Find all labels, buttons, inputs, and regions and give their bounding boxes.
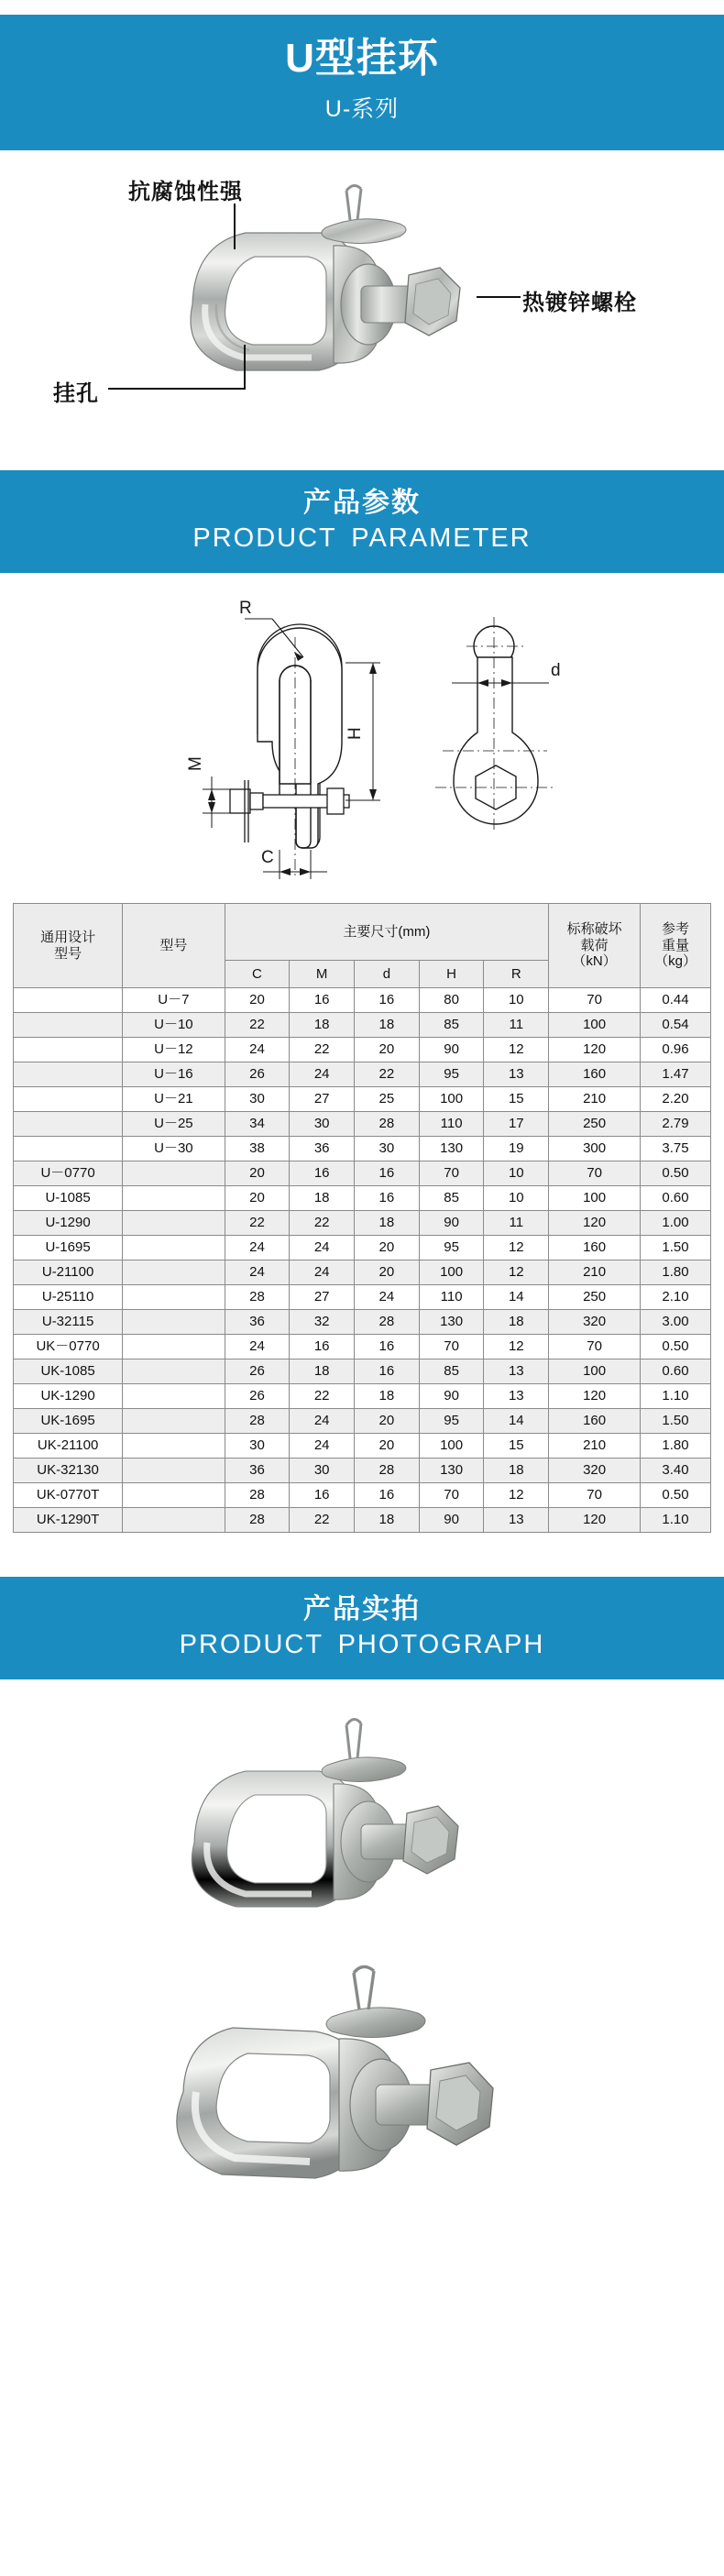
cell-breaking-load: 210	[549, 1260, 641, 1285]
cell-dim-d: 16	[355, 1360, 420, 1384]
cell-reference-weight: 2.20	[641, 1087, 711, 1112]
cell-dim-M: 36	[290, 1137, 355, 1161]
table-row	[14, 1310, 711, 1335]
cell-design-model: UK-32130	[14, 1459, 123, 1483]
page-header-banner	[0, 15, 724, 150]
header-reference-weight-line1: 参考	[662, 920, 690, 937]
cell-dim-H: 130	[419, 1459, 484, 1483]
product-photo-1-area	[0, 1679, 724, 1954]
cell-model: U－12	[123, 1038, 225, 1062]
cell-design-model: U-1695	[14, 1236, 123, 1260]
cell-reference-weight: 0.50	[641, 1335, 711, 1360]
cell-dim-d: 22	[355, 1062, 420, 1087]
cell-dim-M: 27	[290, 1087, 355, 1112]
cell-model: U－10	[123, 1013, 225, 1038]
cell-dim-M: 27	[290, 1285, 355, 1310]
cell-model: U－16	[123, 1062, 225, 1087]
cell-dim-R: 10	[484, 988, 549, 1013]
cell-dim-d: 20	[355, 1260, 420, 1285]
cell-dim-R: 13	[484, 1062, 549, 1087]
cell-dim-d: 28	[355, 1112, 420, 1137]
cell-model	[123, 1459, 225, 1483]
spec-table	[13, 903, 711, 1533]
spacer-before-parameter-banner	[0, 448, 724, 470]
shackle-dimension-drawing	[124, 586, 600, 888]
cell-dim-R: 19	[484, 1137, 549, 1161]
cell-dim-H: 130	[419, 1310, 484, 1335]
cell-reference-weight: 0.50	[641, 1161, 711, 1186]
cell-breaking-load: 160	[549, 1236, 641, 1260]
cell-dim-C: 28	[225, 1483, 290, 1508]
cell-model	[123, 1434, 225, 1459]
cell-design-model	[14, 1062, 123, 1087]
cell-reference-weight: 2.79	[641, 1112, 711, 1137]
drawing-label-d: d	[551, 661, 561, 680]
cell-model	[123, 1335, 225, 1360]
cell-design-model: U-21100	[14, 1260, 123, 1285]
cell-dim-M: 22	[290, 1384, 355, 1409]
cell-dim-M: 16	[290, 988, 355, 1013]
cell-reference-weight: 1.00	[641, 1211, 711, 1236]
section-banner-product-photograph	[0, 1577, 724, 1679]
cell-dim-H: 90	[419, 1211, 484, 1236]
cell-dim-d: 20	[355, 1236, 420, 1260]
leader-line-hole-horizontal	[108, 388, 246, 390]
cell-reference-weight: 0.96	[641, 1038, 711, 1062]
table-row	[14, 1434, 711, 1459]
cell-dim-R: 13	[484, 1360, 549, 1384]
cell-breaking-load: 70	[549, 1483, 641, 1508]
spacer-before-photo-banner	[0, 1549, 724, 1577]
cell-dim-M: 30	[290, 1112, 355, 1137]
cell-dim-H: 70	[419, 1335, 484, 1360]
cell-breaking-load: 100	[549, 1013, 641, 1038]
table-row	[14, 1260, 711, 1285]
cell-dim-H: 100	[419, 1434, 484, 1459]
drawing-label-H: H	[346, 727, 365, 740]
table-row	[14, 1087, 711, 1112]
spec-table-head	[14, 904, 711, 988]
table-row	[14, 1360, 711, 1384]
cell-model	[123, 1211, 225, 1236]
cell-reference-weight: 3.75	[641, 1137, 711, 1161]
cell-dim-H: 95	[419, 1062, 484, 1087]
section-banner-product-parameter	[0, 470, 724, 573]
header-design-model-line1: 通用设计	[40, 929, 96, 945]
header-design-model	[14, 904, 123, 988]
cell-dim-R: 17	[484, 1112, 549, 1137]
product-photo-2-area	[0, 1954, 724, 2220]
cell-dim-M: 16	[290, 1335, 355, 1360]
spec-table-wrapper	[0, 897, 724, 1549]
cell-dim-M: 16	[290, 1161, 355, 1186]
cell-breaking-load: 300	[549, 1137, 641, 1161]
cell-dim-d: 18	[355, 1013, 420, 1038]
cell-breaking-load: 320	[549, 1310, 641, 1335]
header-dim-d: d	[355, 961, 420, 988]
cell-dim-C: 24	[225, 1236, 290, 1260]
cell-dim-C: 30	[225, 1087, 290, 1112]
cell-design-model	[14, 1038, 123, 1062]
table-row	[14, 1038, 711, 1062]
cell-dim-R: 10	[484, 1186, 549, 1211]
callout-hot-dip-galvanized-bolt: 热镀锌螺栓	[522, 291, 637, 315]
cell-breaking-load: 210	[549, 1434, 641, 1459]
cell-dim-R: 11	[484, 1013, 549, 1038]
cell-design-model: U-1085	[14, 1186, 123, 1211]
cell-dim-C: 28	[225, 1409, 290, 1434]
cell-reference-weight: 3.00	[641, 1310, 711, 1335]
table-row	[14, 1285, 711, 1310]
cell-model	[123, 1310, 225, 1335]
header-breaking-load-line2: 载荷	[580, 937, 609, 953]
cell-dim-d: 16	[355, 1335, 420, 1360]
cell-dim-R: 14	[484, 1285, 549, 1310]
cell-design-model	[14, 1137, 123, 1161]
cell-design-model	[14, 988, 123, 1013]
cell-breaking-load: 120	[549, 1508, 641, 1533]
header-dim-R: R	[484, 961, 549, 988]
cell-dim-H: 90	[419, 1508, 484, 1533]
cell-dim-d: 25	[355, 1087, 420, 1112]
cell-dim-C: 30	[225, 1434, 290, 1459]
cell-dim-H: 85	[419, 1186, 484, 1211]
cell-breaking-load: 70	[549, 1161, 641, 1186]
cell-breaking-load: 250	[549, 1112, 641, 1137]
cell-design-model: U-32115	[14, 1310, 123, 1335]
cell-model	[123, 1260, 225, 1285]
cell-model	[123, 1161, 225, 1186]
cell-model	[123, 1360, 225, 1384]
table-row	[14, 988, 711, 1013]
cell-dim-d: 28	[355, 1310, 420, 1335]
cell-model	[123, 1483, 225, 1508]
cell-reference-weight: 1.50	[641, 1236, 711, 1260]
cell-dim-d: 16	[355, 1161, 420, 1186]
cell-dim-C: 26	[225, 1062, 290, 1087]
cell-dim-H: 110	[419, 1112, 484, 1137]
cell-dim-R: 10	[484, 1161, 549, 1186]
cell-design-model: UK-1290T	[14, 1508, 123, 1533]
table-row	[14, 1062, 711, 1087]
spec-table-header-row-1	[14, 904, 711, 961]
cell-dim-M: 30	[290, 1459, 355, 1483]
cell-design-model: UK-0770T	[14, 1483, 123, 1508]
cell-breaking-load: 120	[549, 1211, 641, 1236]
cell-dim-M: 18	[290, 1186, 355, 1211]
table-row	[14, 1459, 711, 1483]
cell-dim-H: 80	[419, 988, 484, 1013]
cell-dim-R: 11	[484, 1211, 549, 1236]
table-row	[14, 1384, 711, 1409]
cell-design-model: UK-1290	[14, 1384, 123, 1409]
cell-dim-C: 28	[225, 1508, 290, 1533]
technical-drawing-area	[0, 573, 724, 897]
cell-model	[123, 1384, 225, 1409]
cell-dim-d: 30	[355, 1137, 420, 1161]
callout-anti-corrosion: 抗腐蚀性强	[128, 180, 243, 204]
cell-breaking-load: 120	[549, 1384, 641, 1409]
page-subtitle: U-系列	[324, 96, 400, 122]
section-title-en-parameter: PRODUCT PARAMETER	[192, 523, 532, 553]
leader-line-bolt	[477, 296, 521, 298]
cell-breaking-load: 160	[549, 1409, 641, 1434]
cell-reference-weight: 0.60	[641, 1186, 711, 1211]
cell-reference-weight: 0.54	[641, 1013, 711, 1038]
cell-dim-M: 22	[290, 1508, 355, 1533]
cell-dim-M: 18	[290, 1013, 355, 1038]
cell-model: U－25	[123, 1112, 225, 1137]
cell-reference-weight: 2.10	[641, 1285, 711, 1310]
cell-model: U－21	[123, 1087, 225, 1112]
cell-dim-R: 14	[484, 1409, 549, 1434]
cell-dim-R: 13	[484, 1384, 549, 1409]
cell-breaking-load: 320	[549, 1459, 641, 1483]
section-title-cn-parameter: 产品参数	[303, 488, 421, 518]
header-model: 型号	[123, 904, 225, 988]
cell-dim-C: 22	[225, 1013, 290, 1038]
cell-dim-H: 85	[419, 1360, 484, 1384]
table-row	[14, 1236, 711, 1260]
cell-design-model: U-1290	[14, 1211, 123, 1236]
header-dim-C: C	[225, 961, 290, 988]
header-reference-weight	[641, 904, 711, 988]
table-row	[14, 1186, 711, 1211]
cell-breaking-load: 160	[549, 1062, 641, 1087]
cell-dim-H: 90	[419, 1038, 484, 1062]
cell-design-model: U-25110	[14, 1285, 123, 1310]
table-row	[14, 1409, 711, 1434]
drawing-label-C: C	[261, 848, 274, 867]
cell-dim-M: 24	[290, 1409, 355, 1434]
table-row	[14, 1508, 711, 1533]
cell-dim-R: 12	[484, 1335, 549, 1360]
cell-reference-weight: 3.40	[641, 1459, 711, 1483]
cell-design-model: UK-1085	[14, 1360, 123, 1384]
cell-dim-C: 20	[225, 1186, 290, 1211]
table-row	[14, 1112, 711, 1137]
cell-dim-H: 130	[419, 1137, 484, 1161]
cell-dim-M: 16	[290, 1483, 355, 1508]
cell-reference-weight: 1.80	[641, 1434, 711, 1459]
cell-dim-H: 70	[419, 1161, 484, 1186]
cell-design-model: U－0770	[14, 1161, 123, 1186]
cell-dim-R: 12	[484, 1236, 549, 1260]
header-reference-weight-line2: 重量	[662, 937, 690, 953]
cell-breaking-load: 210	[549, 1087, 641, 1112]
cell-model	[123, 1186, 225, 1211]
cell-dim-H: 110	[419, 1285, 484, 1310]
cell-design-model	[14, 1112, 123, 1137]
cell-dim-R: 12	[484, 1260, 549, 1285]
cell-breaking-load: 70	[549, 1335, 641, 1360]
table-row	[14, 1161, 711, 1186]
cell-reference-weight: 0.50	[641, 1483, 711, 1508]
cell-dim-d: 16	[355, 1186, 420, 1211]
cell-dim-C: 24	[225, 1335, 290, 1360]
cell-breaking-load: 120	[549, 1038, 641, 1062]
header-breaking-load	[549, 904, 641, 988]
header-breaking-load-line1: 标称破坏	[566, 920, 622, 937]
table-row	[14, 1335, 711, 1360]
header-dimensions-group: 主要尺寸(mm)	[225, 904, 549, 961]
cell-dim-M: 24	[290, 1062, 355, 1087]
cell-reference-weight: 1.50	[641, 1409, 711, 1434]
cell-dim-d: 18	[355, 1384, 420, 1409]
page-title: U型挂环	[285, 36, 439, 81]
table-row	[14, 1211, 711, 1236]
cell-dim-R: 15	[484, 1434, 549, 1459]
cell-reference-weight: 0.44	[641, 988, 711, 1013]
drawing-label-M: M	[186, 756, 205, 771]
cell-design-model: UK-21100	[14, 1434, 123, 1459]
cell-design-model: UK-1695	[14, 1409, 123, 1434]
cell-dim-R: 15	[484, 1087, 549, 1112]
cell-dim-R: 12	[484, 1038, 549, 1062]
cell-model	[123, 1409, 225, 1434]
section-title-cn-photograph: 产品实拍	[303, 1594, 421, 1624]
cell-dim-d: 20	[355, 1434, 420, 1459]
cell-model	[123, 1508, 225, 1533]
cell-breaking-load: 100	[549, 1186, 641, 1211]
header-dim-H: H	[419, 961, 484, 988]
cell-design-model	[14, 1087, 123, 1112]
cell-dim-M: 24	[290, 1434, 355, 1459]
cell-reference-weight: 0.60	[641, 1360, 711, 1384]
cell-dim-C: 24	[225, 1260, 290, 1285]
cell-dim-C: 20	[225, 988, 290, 1013]
cell-dim-H: 95	[419, 1409, 484, 1434]
cell-design-model: UK－0770	[14, 1335, 123, 1360]
cell-dim-d: 20	[355, 1038, 420, 1062]
cell-reference-weight: 1.10	[641, 1508, 711, 1533]
leader-line-anti-corrosion	[234, 204, 236, 249]
cell-dim-C: 36	[225, 1310, 290, 1335]
cell-dim-M: 24	[290, 1260, 355, 1285]
header-breaking-load-unit: （kN）	[572, 953, 617, 970]
cell-dim-C: 28	[225, 1285, 290, 1310]
table-row	[14, 1013, 711, 1038]
header-dim-M: M	[290, 961, 355, 988]
cell-dim-d: 16	[355, 988, 420, 1013]
top-spacer	[0, 0, 724, 15]
product-photo-1	[137, 1689, 596, 1954]
cell-dim-M: 18	[290, 1360, 355, 1384]
header-reference-weight-unit: （kg）	[654, 953, 697, 970]
cell-dim-C: 26	[225, 1384, 290, 1409]
cell-dim-H: 95	[419, 1236, 484, 1260]
cell-dim-M: 22	[290, 1211, 355, 1236]
cell-dim-C: 20	[225, 1161, 290, 1186]
section-title-en-photograph: PRODUCT PHOTOGRAPH	[179, 1630, 545, 1659]
header-design-model-line2: 型号	[54, 945, 82, 962]
cell-dim-H: 100	[419, 1260, 484, 1285]
cell-dim-C: 38	[225, 1137, 290, 1161]
cell-dim-M: 22	[290, 1038, 355, 1062]
leader-line-hole-vertical	[244, 345, 246, 390]
product-photo-2	[119, 1954, 614, 2216]
cell-dim-d: 28	[355, 1459, 420, 1483]
cell-dim-M: 32	[290, 1310, 355, 1335]
cell-dim-C: 34	[225, 1112, 290, 1137]
cell-dim-d: 18	[355, 1211, 420, 1236]
cell-dim-d: 16	[355, 1483, 420, 1508]
cell-reference-weight: 1.47	[641, 1062, 711, 1087]
cell-dim-C: 22	[225, 1211, 290, 1236]
cell-dim-C: 36	[225, 1459, 290, 1483]
cell-dim-H: 90	[419, 1384, 484, 1409]
cell-breaking-load: 250	[549, 1285, 641, 1310]
drawing-label-R: R	[239, 599, 252, 618]
table-row	[14, 1137, 711, 1161]
cell-dim-H: 100	[419, 1087, 484, 1112]
cell-dim-R: 12	[484, 1483, 549, 1508]
cell-model: U－30	[123, 1137, 225, 1161]
cell-dim-d: 24	[355, 1285, 420, 1310]
cell-design-model	[14, 1013, 123, 1038]
spec-table-body	[14, 988, 711, 1533]
cell-dim-C: 26	[225, 1360, 290, 1384]
table-row	[14, 1483, 711, 1508]
cell-dim-d: 20	[355, 1409, 420, 1434]
cell-dim-d: 18	[355, 1508, 420, 1533]
cell-dim-C: 24	[225, 1038, 290, 1062]
cell-dim-R: 18	[484, 1310, 549, 1335]
cell-breaking-load: 100	[549, 1360, 641, 1384]
cell-dim-H: 85	[419, 1013, 484, 1038]
cell-model: U－7	[123, 988, 225, 1013]
cell-breaking-load: 70	[549, 988, 641, 1013]
cell-dim-H: 70	[419, 1483, 484, 1508]
cell-reference-weight: 1.80	[641, 1260, 711, 1285]
cell-dim-M: 24	[290, 1236, 355, 1260]
cell-model	[123, 1236, 225, 1260]
callout-hanging-hole: 挂孔	[53, 381, 99, 406]
cell-dim-R: 18	[484, 1459, 549, 1483]
hero-product-image-area	[0, 150, 724, 448]
cell-reference-weight: 1.10	[641, 1384, 711, 1409]
cell-model	[123, 1285, 225, 1310]
cell-dim-R: 13	[484, 1508, 549, 1533]
